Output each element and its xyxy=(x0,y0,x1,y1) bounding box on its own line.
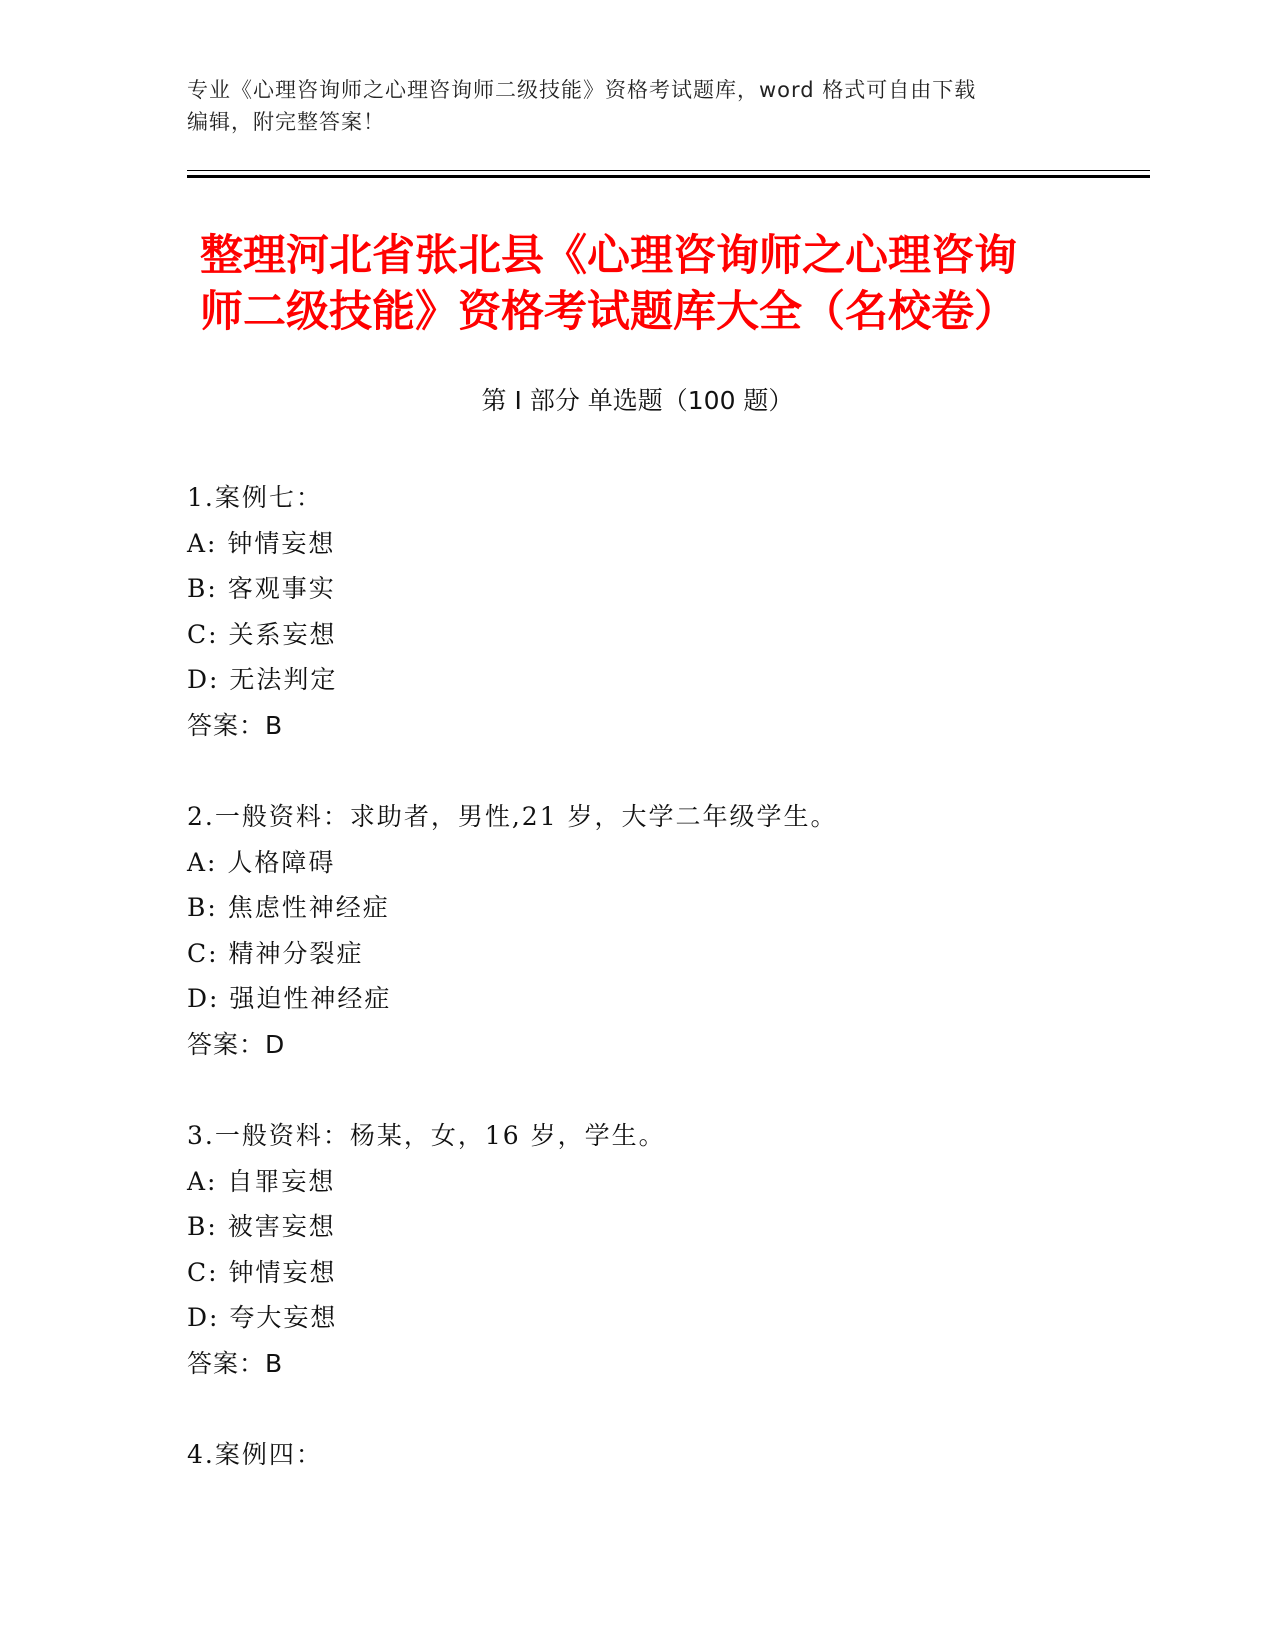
option-b: B: 焦虑性神经症 xyxy=(187,893,390,922)
option-d: D: 强迫性神经症 xyxy=(187,984,392,1013)
option-c: C: 精神分裂症 xyxy=(187,938,364,968)
question-stem: 2.一般资料：求助者，男性,21 岁，大学二年级学生。 xyxy=(187,802,838,831)
option-d: D: 无法判定 xyxy=(187,665,338,694)
question-list xyxy=(187,475,1147,1524)
answer-line: 答案：B xyxy=(187,710,284,740)
question-stem: 4.案例四： xyxy=(187,1440,323,1469)
option-b: B: 客观事实 xyxy=(187,574,336,603)
option-b: B: 被害妄想 xyxy=(187,1212,336,1241)
option-c: C: 关系妄想 xyxy=(187,619,337,649)
question-stem: 1.案例七： xyxy=(187,483,323,512)
option-d: D: 夸大妄想 xyxy=(187,1303,338,1332)
question-2 xyxy=(187,794,1147,1067)
answer-line: 答案：D xyxy=(187,1029,286,1059)
header-note-line2: 编辑，附完整答案！ xyxy=(187,110,385,134)
option-a: A: 自罪妄想 xyxy=(187,1166,336,1196)
document-title-line2: 师二级技能》资格考试题库大全（名校卷） xyxy=(200,287,1017,337)
header-note xyxy=(187,74,1087,138)
question-1 xyxy=(187,475,1147,748)
header-note-line1: 专业《心理咨询师之心理咨询师二级技能》资格考试题库，word 格式可自由下载 xyxy=(187,78,977,102)
option-a: A: 人格障碍 xyxy=(187,847,336,877)
question-3 xyxy=(187,1113,1147,1386)
section-heading: 第 I 部分 单选题（100 题） xyxy=(481,386,794,415)
header-divider-thin xyxy=(187,170,1150,171)
option-c: C: 钟情妄想 xyxy=(187,1257,337,1287)
document-title-line1: 整理河北省张北县《心理咨询师之心理咨询 xyxy=(200,231,1017,281)
question-stem: 3.一般资料：杨某，女，16 岁，学生。 xyxy=(187,1121,666,1150)
header-divider-thick xyxy=(187,175,1150,178)
option-a: A: 钟情妄想 xyxy=(187,528,336,558)
question-4 xyxy=(187,1432,1147,1478)
answer-line: 答案：B xyxy=(187,1348,284,1378)
document-title xyxy=(200,228,1100,340)
